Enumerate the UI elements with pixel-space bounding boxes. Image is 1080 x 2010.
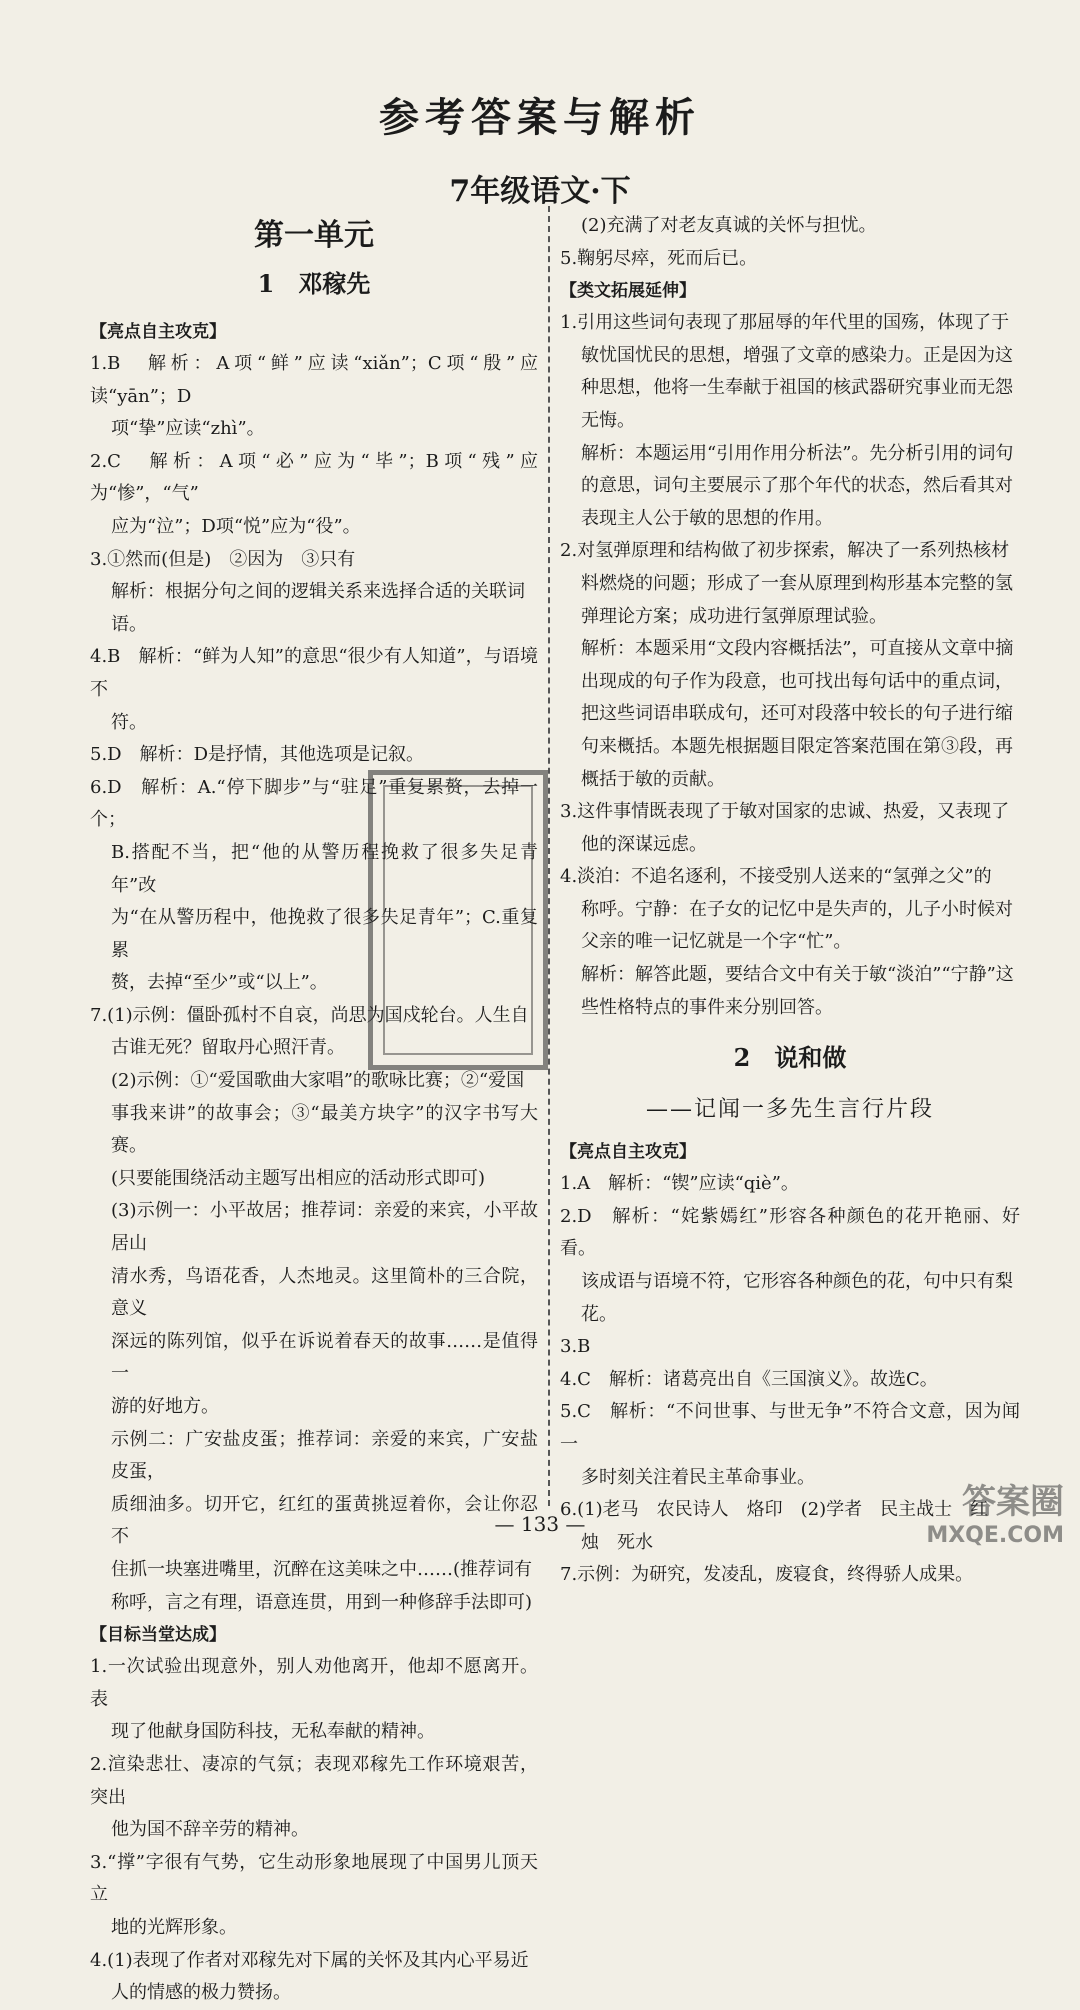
answer-line: 符。 [111,711,147,733]
answer-line: 1.B 解析：A项“鲜”应读“xiǎn”；C项“殷”应读“yān”；D [90,353,538,407]
answer-line: 种思想，他将一生奉献于祖国的核武器研究事业而无怨 [581,377,1013,399]
analysis-line: 的意思，词句主要展示了那个年代的状态，然后看其对 [581,475,1013,497]
answer-line: 为“在从警历程中，他挽救了很多失足青年”；C.重复累 [111,907,538,961]
answer-line: 4.B 解析：“鲜为人知”的意思“很少有人知道”，与语境不 [90,646,538,700]
answer-line: 6.(1)老马 农民诗人 烙印 (2)学者 民主战士 红 [560,1499,989,1521]
page-title: 参考答案与解析 [379,95,701,141]
answer-line: 现了他献身国防科技，无私奉献的精神。 [111,1721,435,1743]
answer-line: 4.C 解析：诸葛亮出自《三国演义》。故选C。 [560,1368,938,1390]
answer-line: 1.A 解析：“锲”应读“qiè”。 [560,1173,799,1195]
answer-line: 花。 [581,1303,617,1325]
answer-line: 1.一次试验出现意外，别人劝他离开，他却不愿离开。表 [90,1656,538,1710]
section-heading: 【亮点自主攻克】 [90,322,226,342]
answer-line: 6.D 解析：A.“停下脚步”与“驻足”重复累赘，去掉一个； [90,776,538,831]
answer-line: 2.对氢弹原理和结构做了初步探索，解决了一系列热核材 [560,540,1010,562]
answer-line: (只要能围绕活动主题写出相应的活动形式即可) [111,1167,486,1189]
analysis-line: 概括于敏的贡献。 [581,768,725,790]
watermark-line1: 答案圈 [962,1482,1064,1522]
answer-line: (3)示例一：小平故居；推荐词：亲爱的来宾，小平故居山 [111,1200,538,1255]
answer-line: 料燃烧的问题；形成了一套从原理到构形基本完整的氢 [581,572,1013,594]
answer-line: 质细油多。切开它，红红的蛋黄挑逗着你，会让你忍不 [111,1493,538,1548]
answer-line: (2)示例：①“爱国歌曲大家唱”的歌咏比赛；②“爱国 [111,1070,525,1092]
answer-line: 该成语与语境不符，它形容各种颜色的花，句中只有梨 [581,1271,1013,1293]
page-number: — 133 — [494,1512,586,1536]
answer-line: 清水秀，鸟语花香，人杰地灵。这里简朴的三合院，意义 [111,1265,538,1320]
answer-line: 烛 死水 [581,1531,653,1553]
answer-line: 项“挚”应读“zhì”。 [111,418,265,440]
answer-line: 3.这件事情既表现了于敏对国家的忠诚、热爱，又表现了 [560,801,1010,823]
answer-line: 无悔。 [581,409,635,431]
answer-line: 称呼。宁静：在子女的记忆中是失声的，儿子小时候对 [581,898,1013,920]
analysis-line: 出现成的句子作为段意，也可找出每句话中的重点词， [581,670,1013,692]
analysis-line: 把这些词语串联成句，还可对段落中较长的句子进行缩 [581,703,1013,725]
answer-line: 7.示例：为研究，发凌乱，废寝食，终得骄人成果。 [560,1564,974,1586]
answer-line: 赘，去掉“至少”或“以上”。 [111,972,328,994]
answer-line: 父亲的唯一记忆就是一个字“忙”。 [581,931,852,953]
answer-line: 1.引用这些词句表现了那屈辱的年代里的国殇，体现了于 [560,312,1010,334]
answer-line: 2.D 解析：“姹紫嫣红”形容各种颜色的花开艳丽、好看。 [560,1205,1020,1260]
answer-line: 人的情感的极力赞扬。 [111,1982,291,2004]
analysis-line: 解析：根据分句之间的逻辑关系来选择合适的关联词 [111,581,525,603]
answer-line: B.搭配不当，把“他的从警历程挽救了很多失足青年”改 [111,841,538,896]
answer-line: 3.①然而(但是) ②因为 ③只有 [90,548,356,570]
subject-title: 7年级语文·下 [449,174,631,209]
analysis-line: 解析：解答此题，要结合文中有关于敏“淡泊”“宁静”这 [581,964,1014,986]
answer-line: 弹理论方案；成功进行氢弹原理试验。 [581,605,887,627]
section-heading: 【目标当堂达成】 [90,1625,226,1646]
answer-line: 4.淡泊：不追名逐利，不接受别人送来的“氢弹之父”的 [560,866,992,888]
answer-line: 敏忧国忧民的思想，增强了文章的感染力。正是因为这 [581,344,1013,366]
answer-line: 3.B [560,1336,591,1358]
answer-line: 示例二：广安盐皮蛋；推荐词：亲爱的来宾，广安盐皮蛋， [111,1428,538,1483]
answer-line: 住抓一块塞进嘴里，沉醉在这美味之中……(推荐词有 [111,1558,533,1580]
stamp-inner-border [383,785,533,1055]
section-heading: 【亮点自主攻克】 [560,1142,696,1163]
lesson-title: 2 说和做 [733,1043,847,1073]
analysis-line: 解析：本题采用“文段内容概括法”，可直接从文章中摘 [581,638,1014,660]
answer-line: 应为“泣”；D项“悦”应为“役”。 [111,515,361,537]
left-column [90,210,538,2010]
stamp-logo [368,770,548,1070]
answer-line: 地的光辉形象。 [111,1916,237,1938]
answer-line: 2.C 解析：A项“必”应为“毕”；B项“残”应为“惨”，“气” [90,450,538,505]
answer-line: 古谁无死？留取丹心照汗青。 [111,1037,345,1059]
answer-line: 7.(1)示例：僵卧孤村不自哀，尚思为国戍轮台。人生自 [90,1004,529,1026]
answer-line: 4.(1)表现了作者对邓稼先对下属的关怀及其内心平易近 [90,1949,529,1971]
unit-title: 第一单元 [254,218,374,253]
answer-line: 5.鞠躬尽瘁，死而后已。 [560,247,758,269]
answer-line: 5.D 解析：D是抒情，其他选项是记叙。 [90,744,425,766]
watermark-line2: MXQE.COM [926,1523,1064,1548]
answer-line: 他为国不辞辛劳的精神。 [111,1819,309,1841]
answer-line: 5.C 解析：“不问世事、与世无争”不符合文意，因为闻一 [560,1401,1020,1455]
watermark-logo [926,1474,1064,1548]
answer-line: 3.“撑”字很有气势，它生动形象地展现了中国男儿顶天立 [90,1851,538,1906]
column-divider [548,206,550,1506]
answer-line: 他的深谋远虑。 [581,833,707,855]
answer-line: 多时刻关注着民主革命事业。 [581,1466,815,1488]
analysis-line: 句来概括。本题先根据题目限定答案范围在第③段，再 [581,735,1013,757]
lesson-title: 1 邓稼先 [257,269,371,298]
lesson-subtitle: ——记闻一多先生言行片段 [645,1097,934,1123]
section-heading: 【类文拓展延伸】 [560,281,696,302]
answer-line: 称呼，言之有理，语意连贯，用到一种修辞手法即可) [111,1591,533,1613]
analysis-line: 表现主人公于敏的思想的作用。 [581,507,833,529]
analysis-line: 解析：本题运用“引用作用分析法”。先分析引用的词句 [581,442,1014,464]
answer-line: 游的好地方。 [111,1396,219,1417]
answer-line: 事我来讲”的故事会；③“最美方块字”的汉字书写大赛。 [111,1102,538,1157]
answer-line: 2.渲染悲壮、凄凉的气氛；表现邓稼先工作环境艰苦，突出 [90,1753,538,1808]
answer-line: 深远的陈列馆，似乎在诉说着春天的故事……是值得一 [111,1330,538,1385]
analysis-line: 些性格特点的事件来分别回答。 [581,996,833,1018]
right-column [560,210,1020,1592]
answer-line: (2)充满了对老友真诚的关怀与担忧。 [581,215,877,236]
analysis-line: 语。 [111,613,147,635]
